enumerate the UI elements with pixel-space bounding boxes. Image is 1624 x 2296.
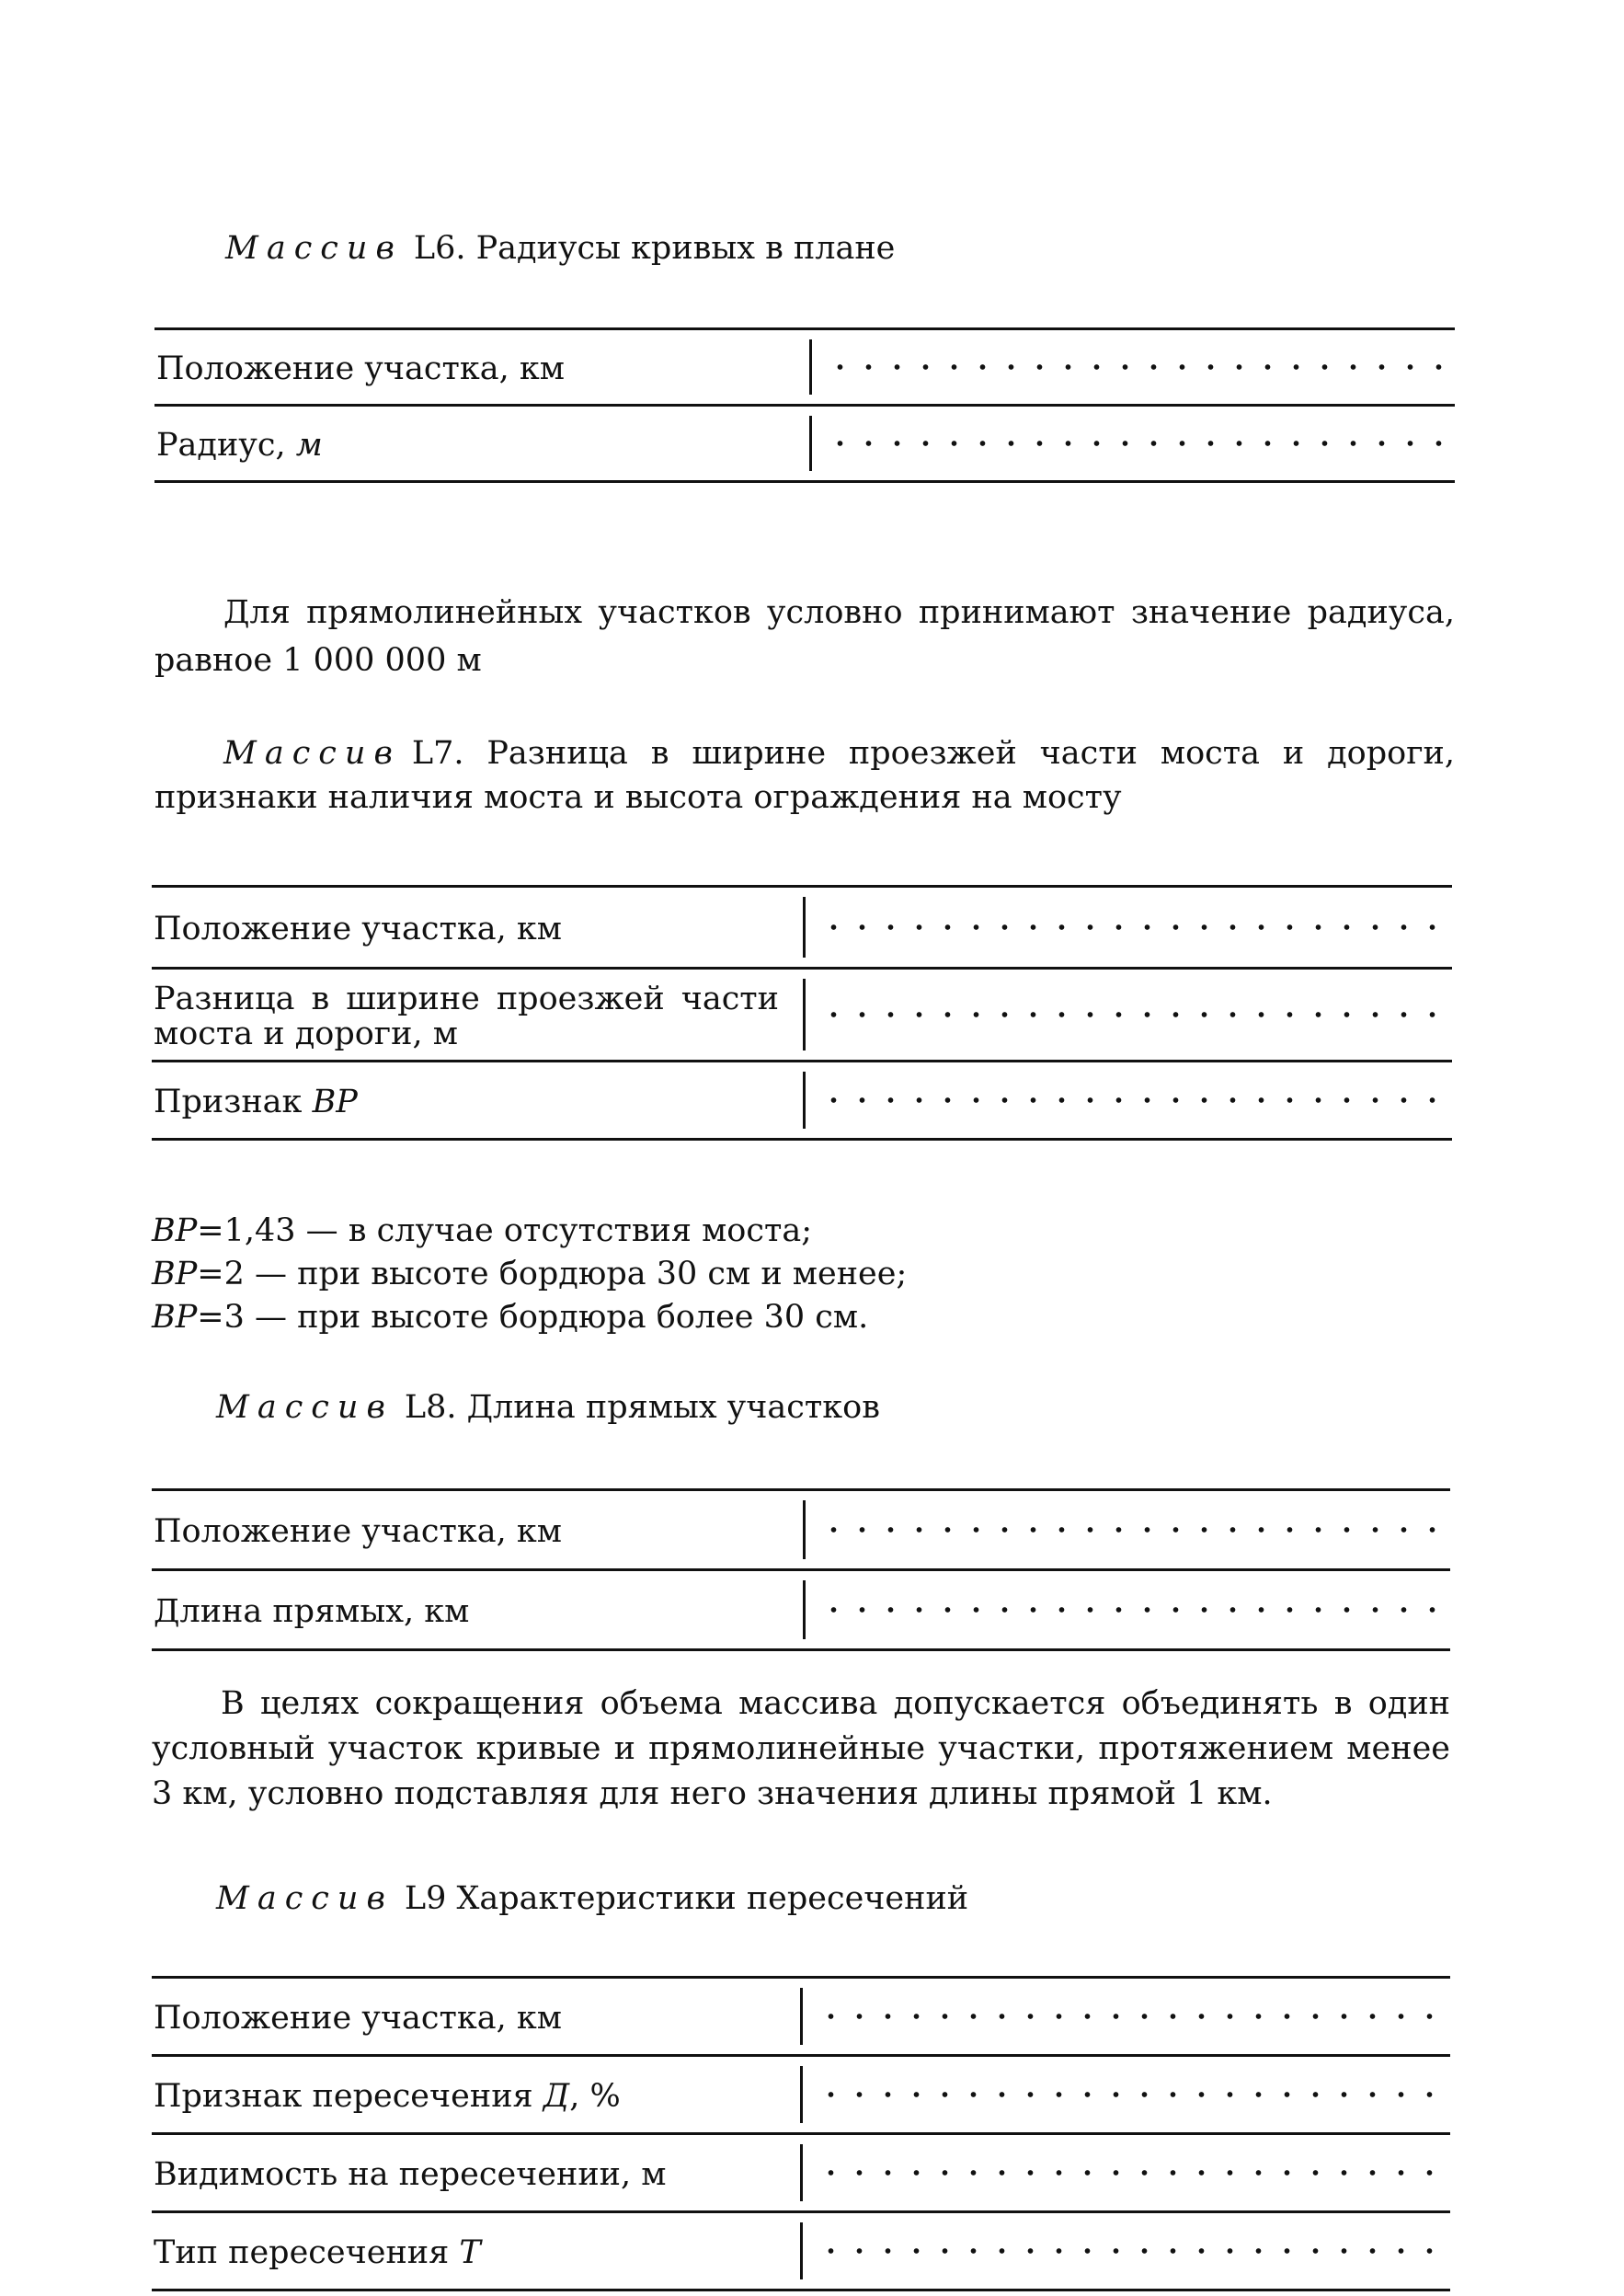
row-label: Положение участка, км — [156, 350, 565, 387]
table-row — [152, 2057, 1450, 2135]
value-cell — [803, 1491, 1450, 1568]
heading-lead: Массив — [223, 735, 401, 772]
heading-text: L7. Разница в ширине проезжей части моста и дороги, признаки наличия моста и высота ограждения на мосту — [154, 735, 1455, 816]
table-row — [152, 1491, 1450, 1571]
table-l9 — [152, 1976, 1450, 2291]
notes-l7 — [152, 1210, 907, 1339]
column-divider — [803, 1500, 806, 1559]
value-cell — [800, 1979, 1450, 2054]
row-label: Положение участка, км — [154, 911, 562, 947]
section-heading-l9 — [216, 1878, 968, 1919]
column-divider — [800, 2144, 803, 2201]
column-divider — [800, 2222, 803, 2279]
column-divider — [800, 1988, 803, 2045]
note-line: BP=2 — при высоте бордюра 30 см и менее; — [152, 1256, 908, 1292]
heading-text: L6. Радиусы кривых в плане — [413, 230, 896, 267]
table-l8 — [152, 1488, 1450, 1651]
table-row — [152, 2213, 1450, 2291]
table-l6 — [154, 327, 1455, 483]
column-divider — [803, 1072, 806, 1129]
row-label: Тип пересечения T — [154, 2234, 481, 2271]
table-row — [152, 1062, 1452, 1141]
row-label: Радиус, м — [156, 427, 323, 464]
value-cell — [800, 2213, 1450, 2289]
section-heading-l8 — [216, 1387, 880, 1428]
table-row — [154, 407, 1455, 483]
note-line: BP=3 — при высоте бордюра более 30 см. — [152, 1299, 869, 1336]
note-l8: В целях сокращения объема массива допускается объединять в один условный участок кривые и прямолинейные участки, протяжением менее 3 км, условно подставляя для него значения длины прямой 1 км. — [152, 1685, 1450, 1812]
table-l7 — [152, 885, 1452, 1141]
heading-lead: Массив — [225, 230, 403, 267]
heading-text: L9 Характеристики пересечений — [404, 1880, 969, 1917]
section-heading-l7 — [154, 731, 1455, 820]
column-divider — [803, 897, 806, 958]
row-label: Положение участка, км — [154, 1513, 562, 1550]
row-label: Разница в ширине проезжей части моста и дороги, м — [154, 981, 779, 1052]
value-cell — [800, 2057, 1450, 2132]
value-cell — [809, 407, 1455, 480]
column-divider — [803, 1580, 806, 1639]
row-label: Длина прямых, км — [154, 1593, 470, 1630]
row-label: Положение участка, км — [154, 2000, 562, 2037]
column-divider — [809, 339, 812, 395]
value-cell — [803, 970, 1452, 1060]
table-row — [152, 1571, 1450, 1651]
row-label: Признак BP — [154, 1084, 358, 1120]
value-cell — [803, 888, 1452, 967]
table-row — [152, 2135, 1450, 2213]
table-row — [154, 330, 1455, 407]
dotted-placeholder — [817, 2014, 1450, 2019]
heading-text: L8. Длина прямых участков — [404, 1389, 880, 1426]
column-divider — [809, 416, 812, 471]
heading-lead: Массив — [216, 1880, 394, 1917]
dotted-placeholder — [826, 364, 1455, 370]
column-divider — [803, 979, 806, 1050]
value-cell — [809, 330, 1455, 404]
heading-lead: Массив — [216, 1389, 394, 1426]
table-row — [152, 888, 1452, 970]
dotted-placeholder — [819, 1607, 1450, 1613]
row-label: Видимость на пересечении, м — [154, 2156, 667, 2193]
dotted-placeholder — [826, 441, 1455, 446]
dotted-placeholder — [817, 2170, 1450, 2175]
dotted-placeholder — [817, 2092, 1450, 2097]
dotted-placeholder — [817, 2248, 1450, 2254]
note-l6: Для прямолинейных участков условно принимают значение радиуса, равное 1 000 000 м — [154, 594, 1455, 679]
dotted-placeholder — [819, 1012, 1452, 1017]
dotted-placeholder — [819, 1527, 1450, 1533]
value-cell — [803, 1062, 1452, 1138]
dotted-placeholder — [819, 1097, 1452, 1103]
value-cell — [803, 1571, 1450, 1648]
note-line: BP=1,43 — в случае отсутствия моста; — [152, 1212, 813, 1249]
column-divider — [800, 2066, 803, 2123]
dotted-placeholder — [819, 924, 1452, 930]
value-cell — [800, 2135, 1450, 2210]
table-row — [152, 1979, 1450, 2057]
table-row — [152, 970, 1452, 1062]
row-label: Признак пересечения Д , % — [154, 2078, 621, 2115]
section-heading-l6 — [225, 228, 895, 269]
